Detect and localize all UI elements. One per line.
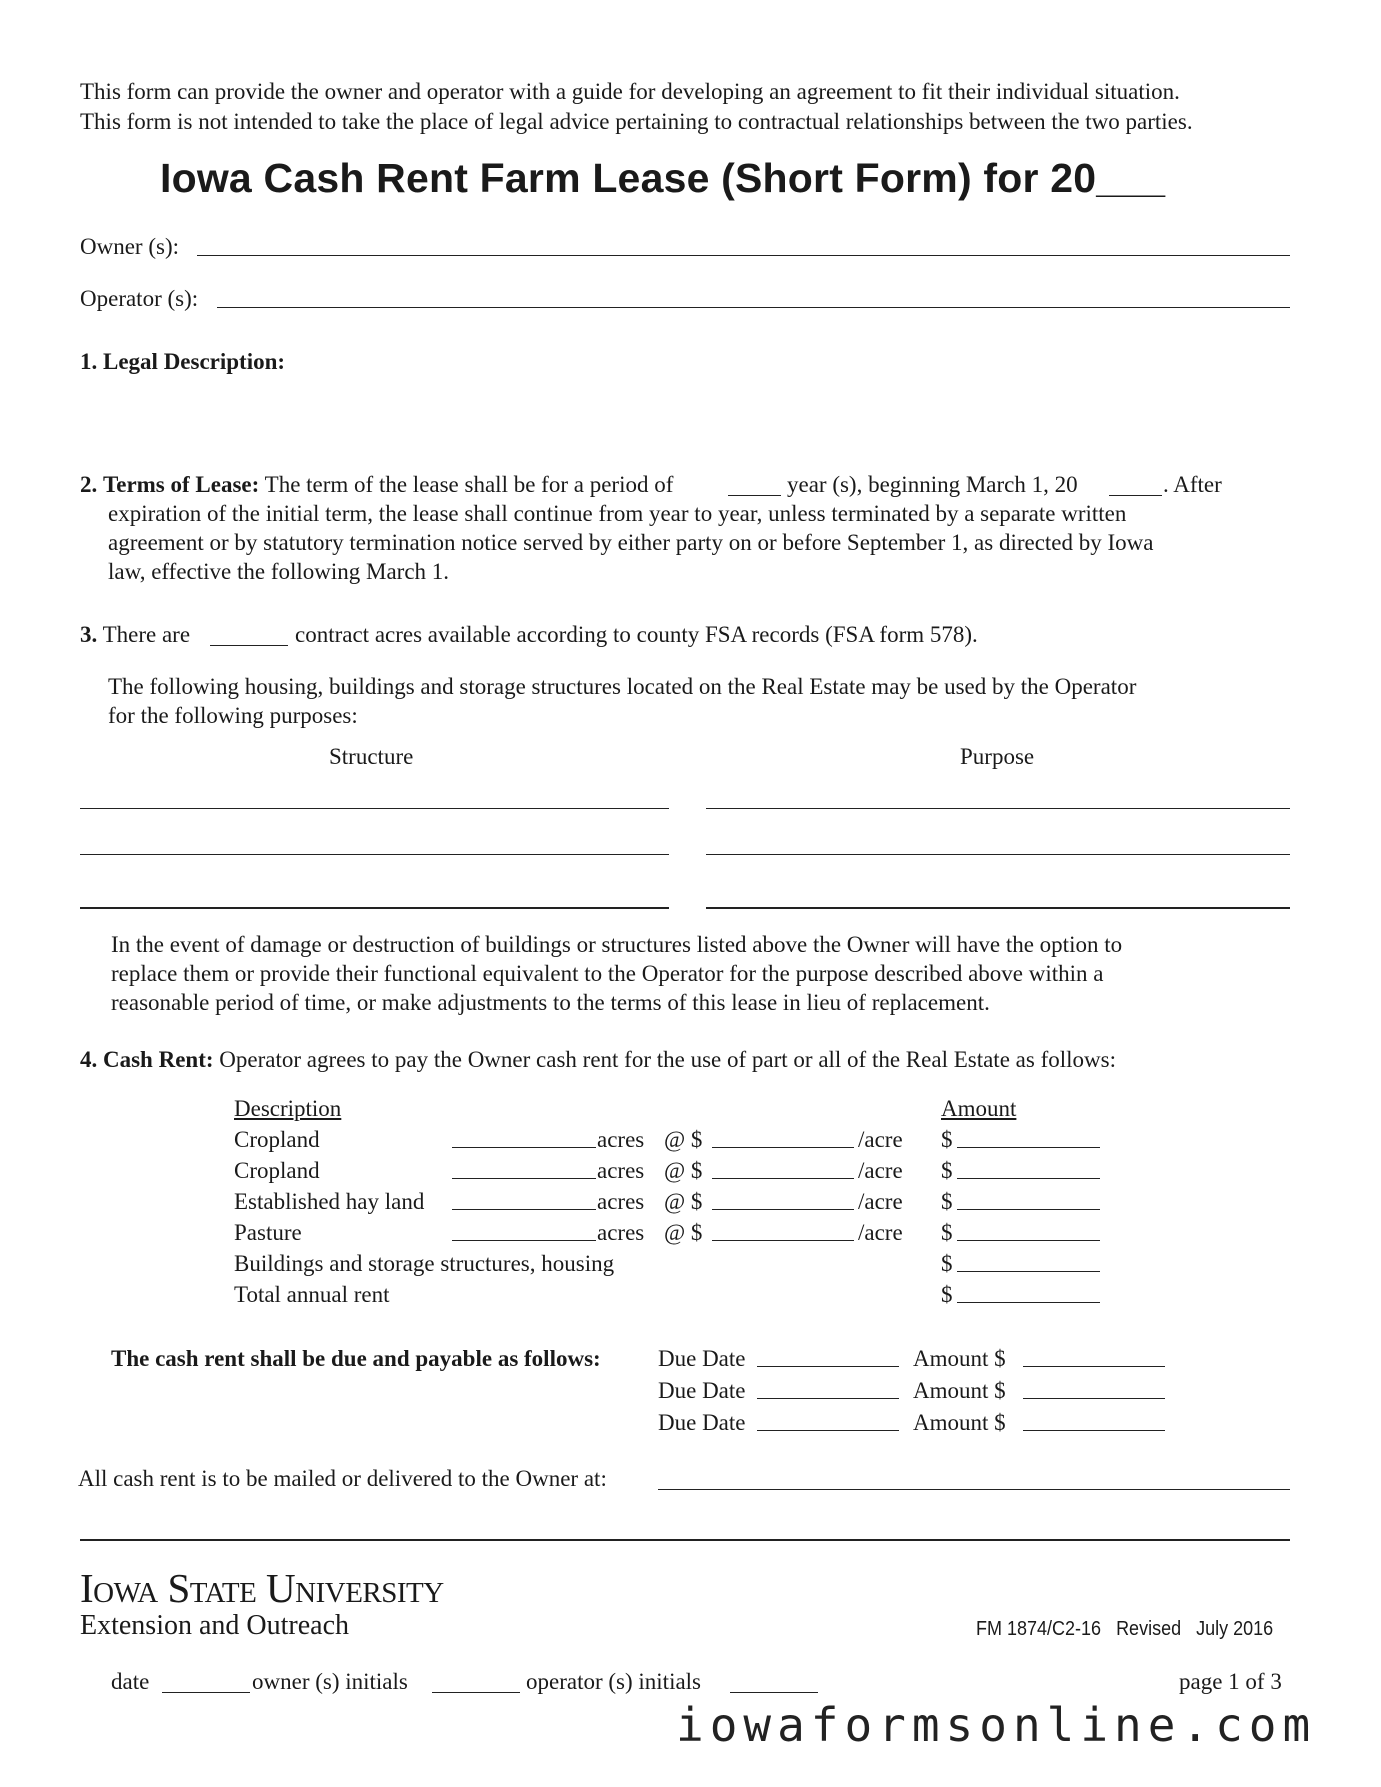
operator-label: Operator (s):: [80, 286, 199, 311]
section-4-line: [80, 1045, 1116, 1074]
rent-row-label: Pasture: [234, 1220, 302, 1245]
structure-field-3[interactable]: [80, 885, 669, 909]
section-3-text-b: contract acres available according to county FSA records (FSA form 578).: [295, 622, 978, 647]
operator-initials-field[interactable]: [730, 1670, 818, 1693]
purpose-field-1[interactable]: [706, 786, 1290, 809]
rent-row-label: Total annual rent: [234, 1282, 390, 1307]
dollar-sign: $: [941, 1282, 953, 1307]
per-acre-label: /acre: [858, 1220, 903, 1245]
acres-label: acres: [597, 1158, 645, 1183]
section-3-line-1: [80, 620, 190, 649]
page-title: Iowa Cash Rent Farm Lease (Short Form) for 20___: [160, 155, 1166, 201]
owner-initials-label: owner (s) initials: [252, 1669, 408, 1694]
due-date-field[interactable]: [757, 1344, 899, 1367]
dollar-sign: $: [941, 1251, 953, 1276]
operator-field[interactable]: [217, 285, 1290, 308]
dollar-sign: $: [941, 1158, 953, 1183]
rate-per-acre-field[interactable]: [712, 1156, 854, 1179]
section-1-heading: [80, 347, 285, 376]
form-id: FM 1874/C2-16 Revised July 2016: [976, 1618, 1274, 1640]
rate-per-acre-field[interactable]: [712, 1125, 854, 1148]
amount-field[interactable]: [957, 1187, 1100, 1210]
amount-header: Amount: [941, 1096, 1017, 1121]
due-date-field[interactable]: [757, 1376, 899, 1399]
rent-row-label: Cropland: [234, 1127, 320, 1152]
section-2-line-4: law, effective the following March 1.: [108, 559, 450, 584]
due-date-field[interactable]: [757, 1408, 899, 1431]
acres-label: acres: [597, 1189, 645, 1214]
rate-per-acre-field[interactable]: [712, 1218, 854, 1241]
footer-divider: [80, 1539, 1290, 1541]
section-3-para-1: The following housing, buildings and storage structures located on the Real Estate may be used by the Operator: [108, 674, 1137, 699]
amount-label: Amount $: [913, 1346, 1006, 1371]
amount-label: Amount $: [913, 1378, 1006, 1403]
section-2-text-c: . After: [1163, 472, 1222, 497]
purpose-column-header: Purpose: [960, 744, 1035, 769]
due-date-label: Due Date: [658, 1346, 746, 1371]
owner-initials-field[interactable]: [432, 1670, 520, 1693]
payment-amount-field[interactable]: [1023, 1344, 1165, 1367]
purpose-field-3[interactable]: [706, 885, 1290, 909]
owner-address-field[interactable]: [658, 1467, 1290, 1490]
damage-line-1: In the event of damage or destruction of buildings or structures listed above the Owner will have the option to: [111, 932, 1123, 957]
acres-field[interactable]: [452, 1187, 596, 1210]
at-dollar-label: @ $: [664, 1127, 703, 1152]
acres-label: acres: [597, 1220, 645, 1245]
rent-row-label: Established hay land: [234, 1189, 425, 1214]
description-header: Description: [234, 1096, 342, 1121]
per-acre-label: /acre: [858, 1189, 903, 1214]
amount-label: Amount $: [913, 1410, 1006, 1435]
page-number: page 1 of 3: [1179, 1669, 1282, 1694]
payment-amount-field[interactable]: [1023, 1408, 1165, 1431]
date-field[interactable]: [162, 1670, 250, 1693]
section-4-number: 4.: [80, 1047, 98, 1072]
buildings-amount-field[interactable]: [957, 1249, 1100, 1272]
amount-field[interactable]: [957, 1156, 1100, 1179]
due-date-label: Due Date: [658, 1378, 746, 1403]
acres-field[interactable]: [452, 1218, 596, 1241]
acres-field[interactable]: [452, 1125, 596, 1148]
dollar-sign: $: [941, 1220, 953, 1245]
damage-line-3: reasonable period of time, or make adjustments to the terms of this lease in lieu of replacement.: [111, 990, 990, 1015]
contract-acres-field[interactable]: [210, 623, 288, 646]
amount-field[interactable]: [957, 1125, 1100, 1148]
extension-label: Extension and Outreach: [80, 1610, 350, 1641]
total-rent-field[interactable]: [957, 1280, 1100, 1303]
watermark-text: iowaformsonline.com: [676, 1698, 1317, 1752]
section-4-title: Cash Rent:: [103, 1047, 214, 1072]
section-3-para-2: for the following purposes:: [108, 703, 358, 728]
section-2-number: 2.: [80, 472, 98, 497]
amount-field[interactable]: [957, 1218, 1100, 1241]
dollar-sign: $: [941, 1189, 953, 1214]
section-1-title: Legal Description:: [103, 349, 286, 374]
section-3-text-a: There are: [102, 622, 191, 647]
purpose-field-2[interactable]: [706, 832, 1290, 855]
payable-label: The cash rent shall be due and payable as follows:: [111, 1346, 601, 1371]
lease-start-year-field[interactable]: [1109, 473, 1162, 496]
section-3-number: 3.: [80, 622, 98, 647]
section-2-line-3: agreement or by statutory termination notice served by either party on or before September 1, as directed by Iowa: [108, 530, 1154, 555]
structure-field-1[interactable]: [80, 786, 669, 809]
section-2-title: Terms of Lease:: [103, 472, 260, 497]
rate-per-acre-field[interactable]: [712, 1187, 854, 1210]
university-logo: Iowa State University: [80, 1565, 444, 1611]
at-dollar-label: @ $: [664, 1158, 703, 1183]
acres-label: acres: [597, 1127, 645, 1152]
intro-line-1: This form can provide the owner and operator with a guide for developing an agreement to fit their individual situation.: [80, 79, 1180, 104]
rent-row-label: Cropland: [234, 1158, 320, 1183]
section-1-number: 1.: [80, 349, 98, 374]
rent-row-label: Buildings and storage structures, housing: [234, 1251, 615, 1276]
intro-line-2: This form is not intended to take the place of legal advice pertaining to contractual relationships between the two parties.: [80, 109, 1193, 134]
dollar-sign: $: [941, 1127, 953, 1152]
date-label: date: [111, 1669, 150, 1694]
at-dollar-label: @ $: [664, 1220, 703, 1245]
damage-line-2: replace them or provide their functional equivalent to the Operator for the purpose described above within a: [111, 961, 1104, 986]
structure-field-2[interactable]: [80, 832, 669, 855]
lease-years-field[interactable]: [728, 473, 781, 496]
payment-amount-field[interactable]: [1023, 1376, 1165, 1399]
section-2-text-b: year (s), beginning March 1, 20: [787, 472, 1078, 497]
operator-initials-label: operator (s) initials: [526, 1669, 702, 1694]
at-dollar-label: @ $: [664, 1189, 703, 1214]
owner-label: Owner (s):: [80, 234, 179, 259]
acres-field[interactable]: [452, 1156, 596, 1179]
per-acre-label: /acre: [858, 1127, 903, 1152]
section-2-text-a: The term of the lease shall be for a period of: [264, 472, 674, 497]
section-4-text: Operator agrees to pay the Owner cash rent for the use of part or all of the Real Estate as follows:: [219, 1047, 1116, 1072]
structure-column-header: Structure: [329, 744, 414, 769]
owner-field[interactable]: [197, 233, 1290, 256]
per-acre-label: /acre: [858, 1158, 903, 1183]
section-2-line-1: [80, 470, 673, 499]
section-2-line-2: expiration of the initial term, the lease shall continue from year to year, unless terminated by a separate written: [108, 501, 1127, 526]
mailed-label: All cash rent is to be mailed or delivered to the Owner at:: [78, 1466, 607, 1491]
due-date-label: Due Date: [658, 1410, 746, 1435]
